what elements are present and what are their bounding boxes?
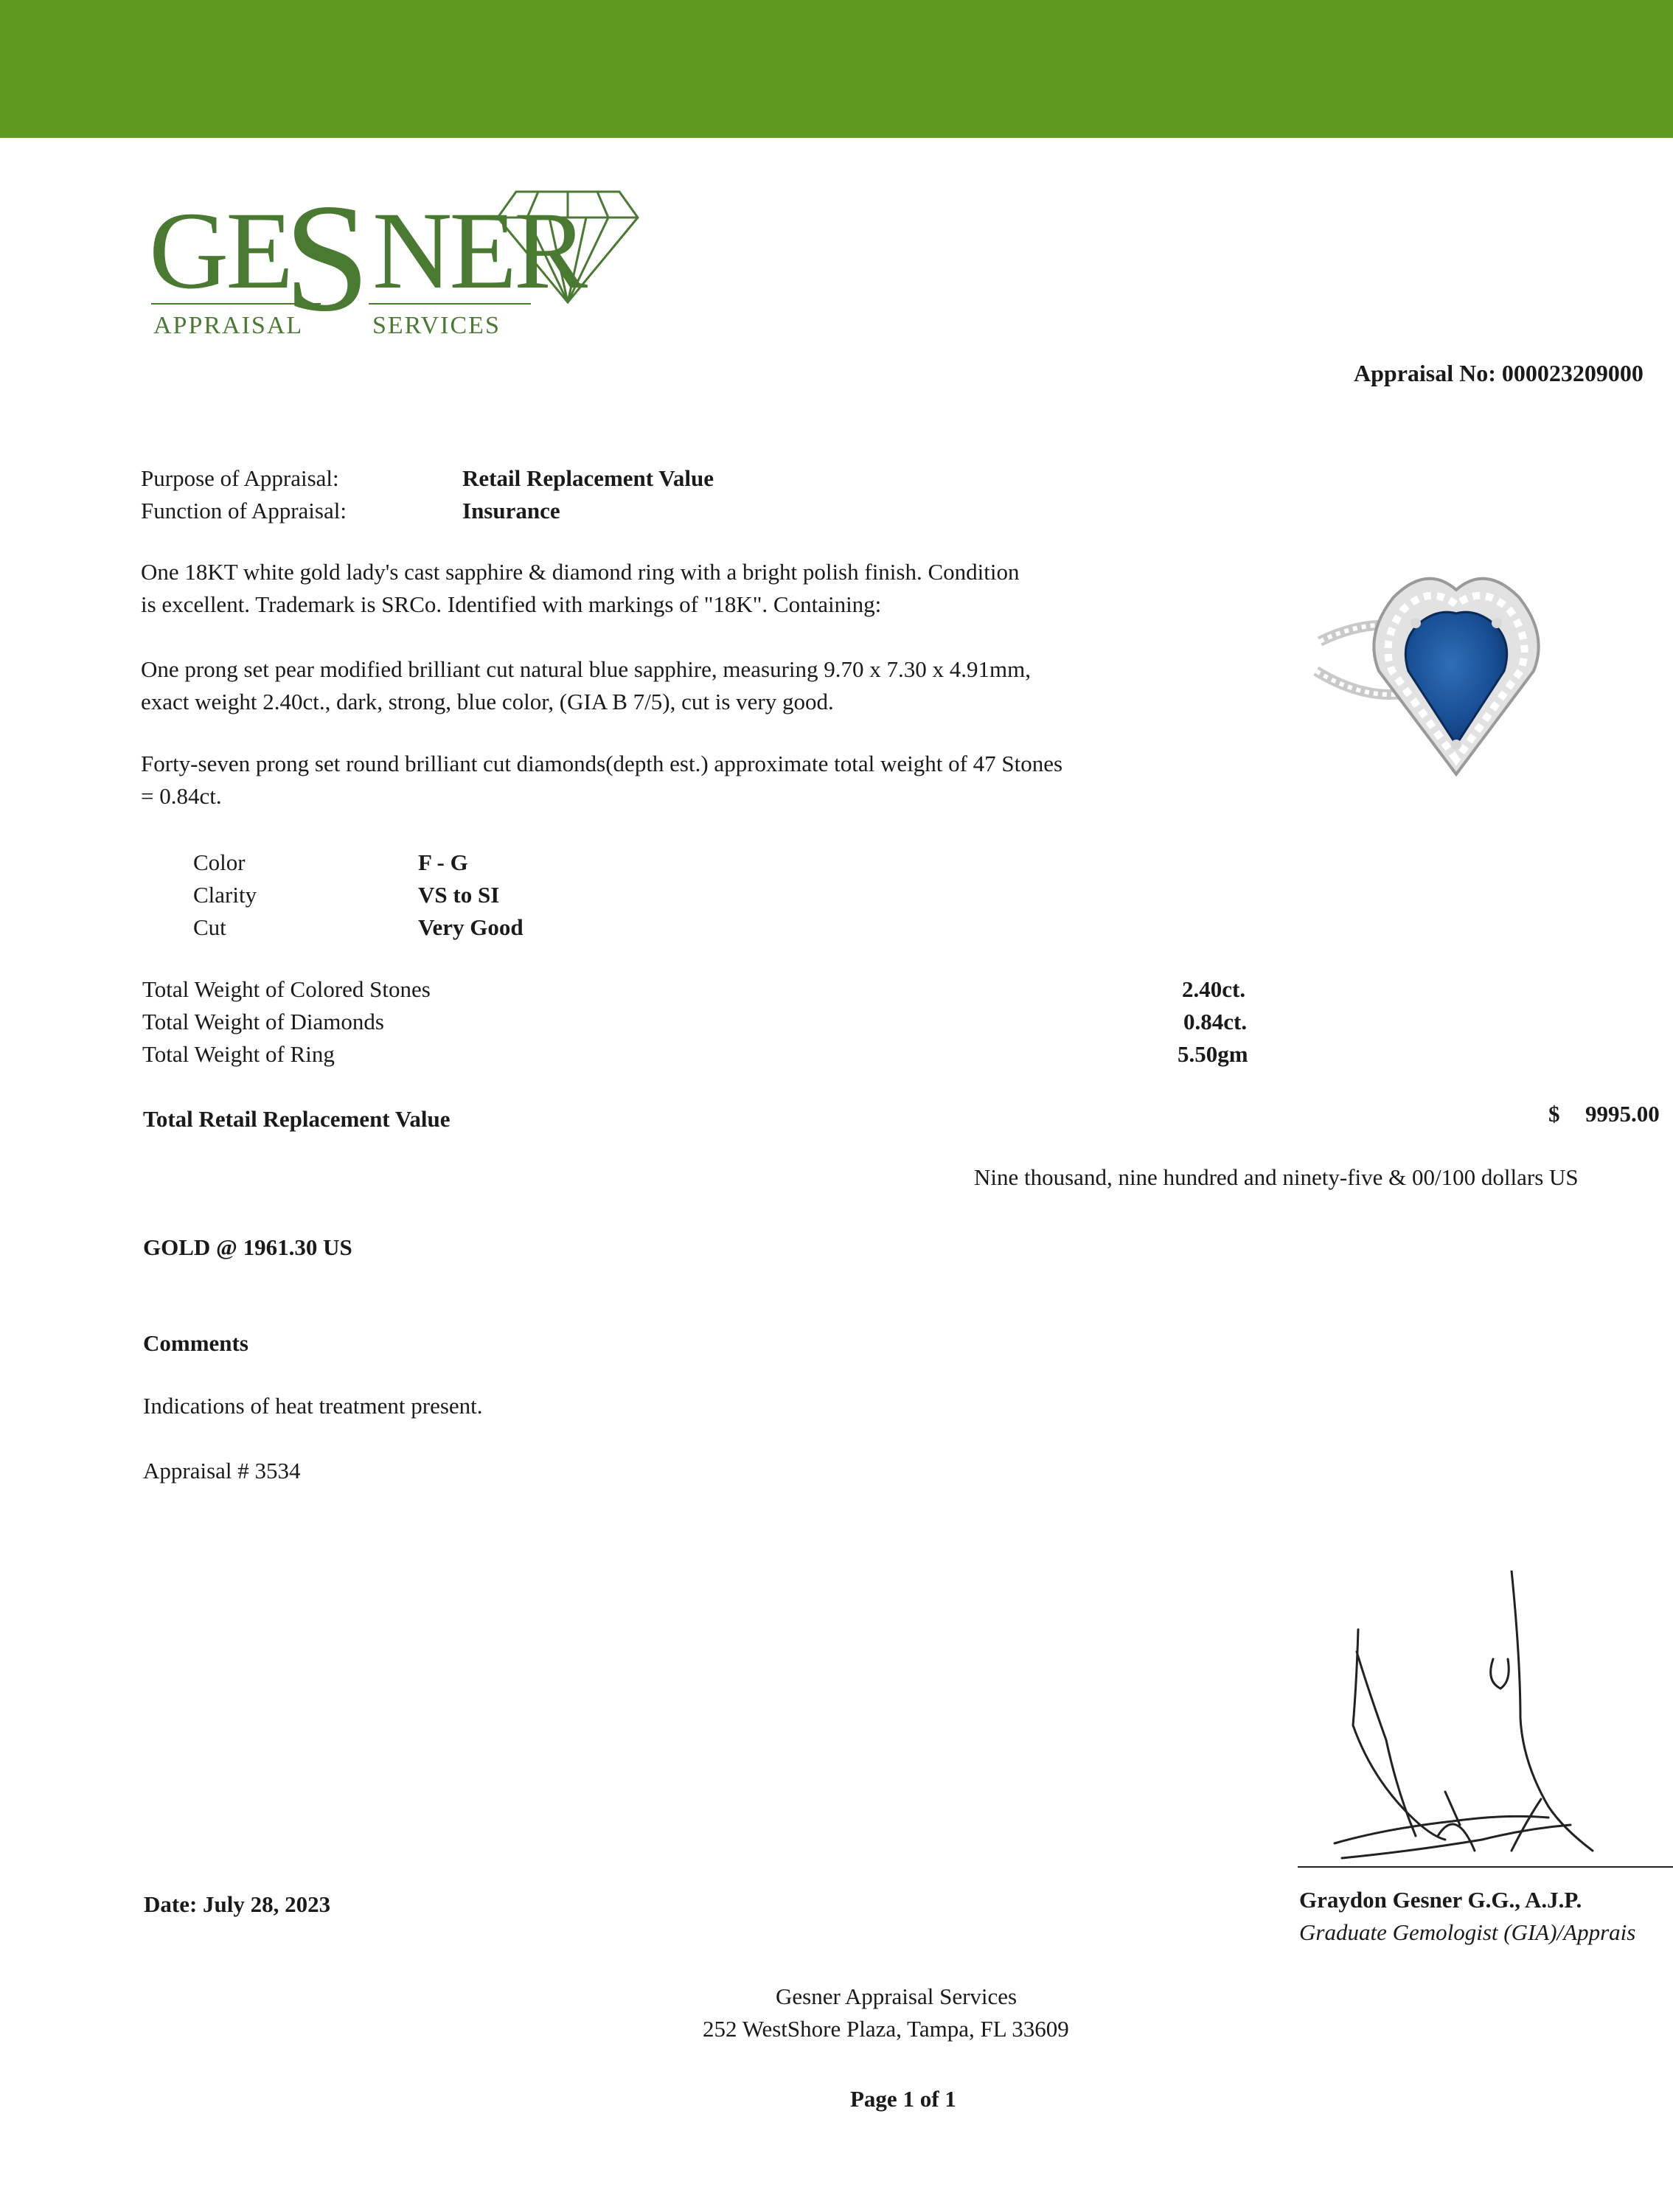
svg-text:SERVICES: SERVICES <box>372 312 501 339</box>
appraisal-date: Date: July 28, 2023 <box>144 1891 331 1917</box>
grade-value-clarity: VS to SI <box>418 882 500 908</box>
appraisal-reference: Appraisal # 3534 <box>143 1458 301 1484</box>
weight-value-ring: 5.50gm <box>1178 1041 1248 1067</box>
appraisal-number: Appraisal No: 000023209000 <box>1354 360 1644 386</box>
grade-label-cut: Cut <box>193 914 226 940</box>
sapphire-line-2: exact weight 2.40ct., dark, strong, blue color, (GIA B 7/5), cut is very good. <box>141 689 834 714</box>
footer-company: Gesner Appraisal Services <box>776 1983 1018 2009</box>
signer-name: Graydon Gesner G.G., A.J.P. <box>1299 1887 1582 1913</box>
comments-text: Indications of heat treatment present. <box>143 1393 483 1419</box>
weight-value-colored-stones: 2.40ct. <box>1182 976 1246 1002</box>
purpose-value: Retail Replacement Value <box>462 465 714 491</box>
svg-text:S: S <box>284 177 370 344</box>
total-currency: $ <box>1548 1101 1560 1127</box>
weight-label-diamonds: Total Weight of Diamonds <box>142 1009 384 1034</box>
gold-price: GOLD @ 1961.30 US <box>143 1234 352 1260</box>
svg-text:GE: GE <box>149 189 291 312</box>
grade-value-color: F - G <box>418 849 468 875</box>
grade-label-color: Color <box>193 849 246 875</box>
purpose-label: Purpose of Appraisal: <box>141 465 339 491</box>
function-value: Insurance <box>462 498 560 524</box>
grade-label-clarity: Clarity <box>193 882 257 908</box>
description-line-2: is excellent. Trademark is SRCo. Identified with markings of "18K". Containing: <box>141 591 882 617</box>
diamonds-line-2: = 0.84ct. <box>141 783 222 809</box>
svg-text:APPRAISAL: APPRAISAL <box>153 312 304 339</box>
signer-title: Graduate Gemologist (GIA)/Apprais <box>1299 1919 1636 1945</box>
total-amount: 9995.00 <box>1585 1101 1660 1127</box>
description-line-1: One 18KT white gold lady's cast sapphire & diamond ring with a bright polish finish. Condition <box>141 559 1020 585</box>
signature-line <box>1298 1866 1673 1868</box>
footer-address: 252 WestShore Plaza, Tampa, FL 33609 <box>703 2016 1069 2042</box>
diamonds-line-1: Forty-seven prong set round brilliant cut diamonds(depth est.) approximate total weight of 47 Stones <box>141 751 1063 776</box>
function-label: Function of Appraisal: <box>141 498 347 524</box>
comments-heading: Comments <box>143 1330 248 1356</box>
weight-label-colored-stones: Total Weight of Colored Stones <box>142 976 431 1002</box>
sapphire-line-1: One prong set pear modified brilliant cut natural blue sapphire, measuring 9.70 x 7.30 x 4.91mm, <box>141 656 1032 682</box>
gesner-logo <box>147 177 649 354</box>
header-band <box>0 0 1673 138</box>
svg-text:NER: NER <box>372 189 585 312</box>
ring-photo <box>1298 531 1615 811</box>
total-in-words: Nine thousand, nine hundred and ninety-five & 00/100 dollars US <box>974 1164 1579 1190</box>
weight-label-ring: Total Weight of Ring <box>142 1041 335 1067</box>
grade-value-cut: Very Good <box>418 914 524 940</box>
weight-value-diamonds: 0.84ct. <box>1183 1009 1248 1034</box>
total-value-label: Total Retail Replacement Value <box>143 1106 451 1132</box>
page-number: Page 1 of 1 <box>850 2086 956 2112</box>
signature <box>1327 1571 1607 1865</box>
